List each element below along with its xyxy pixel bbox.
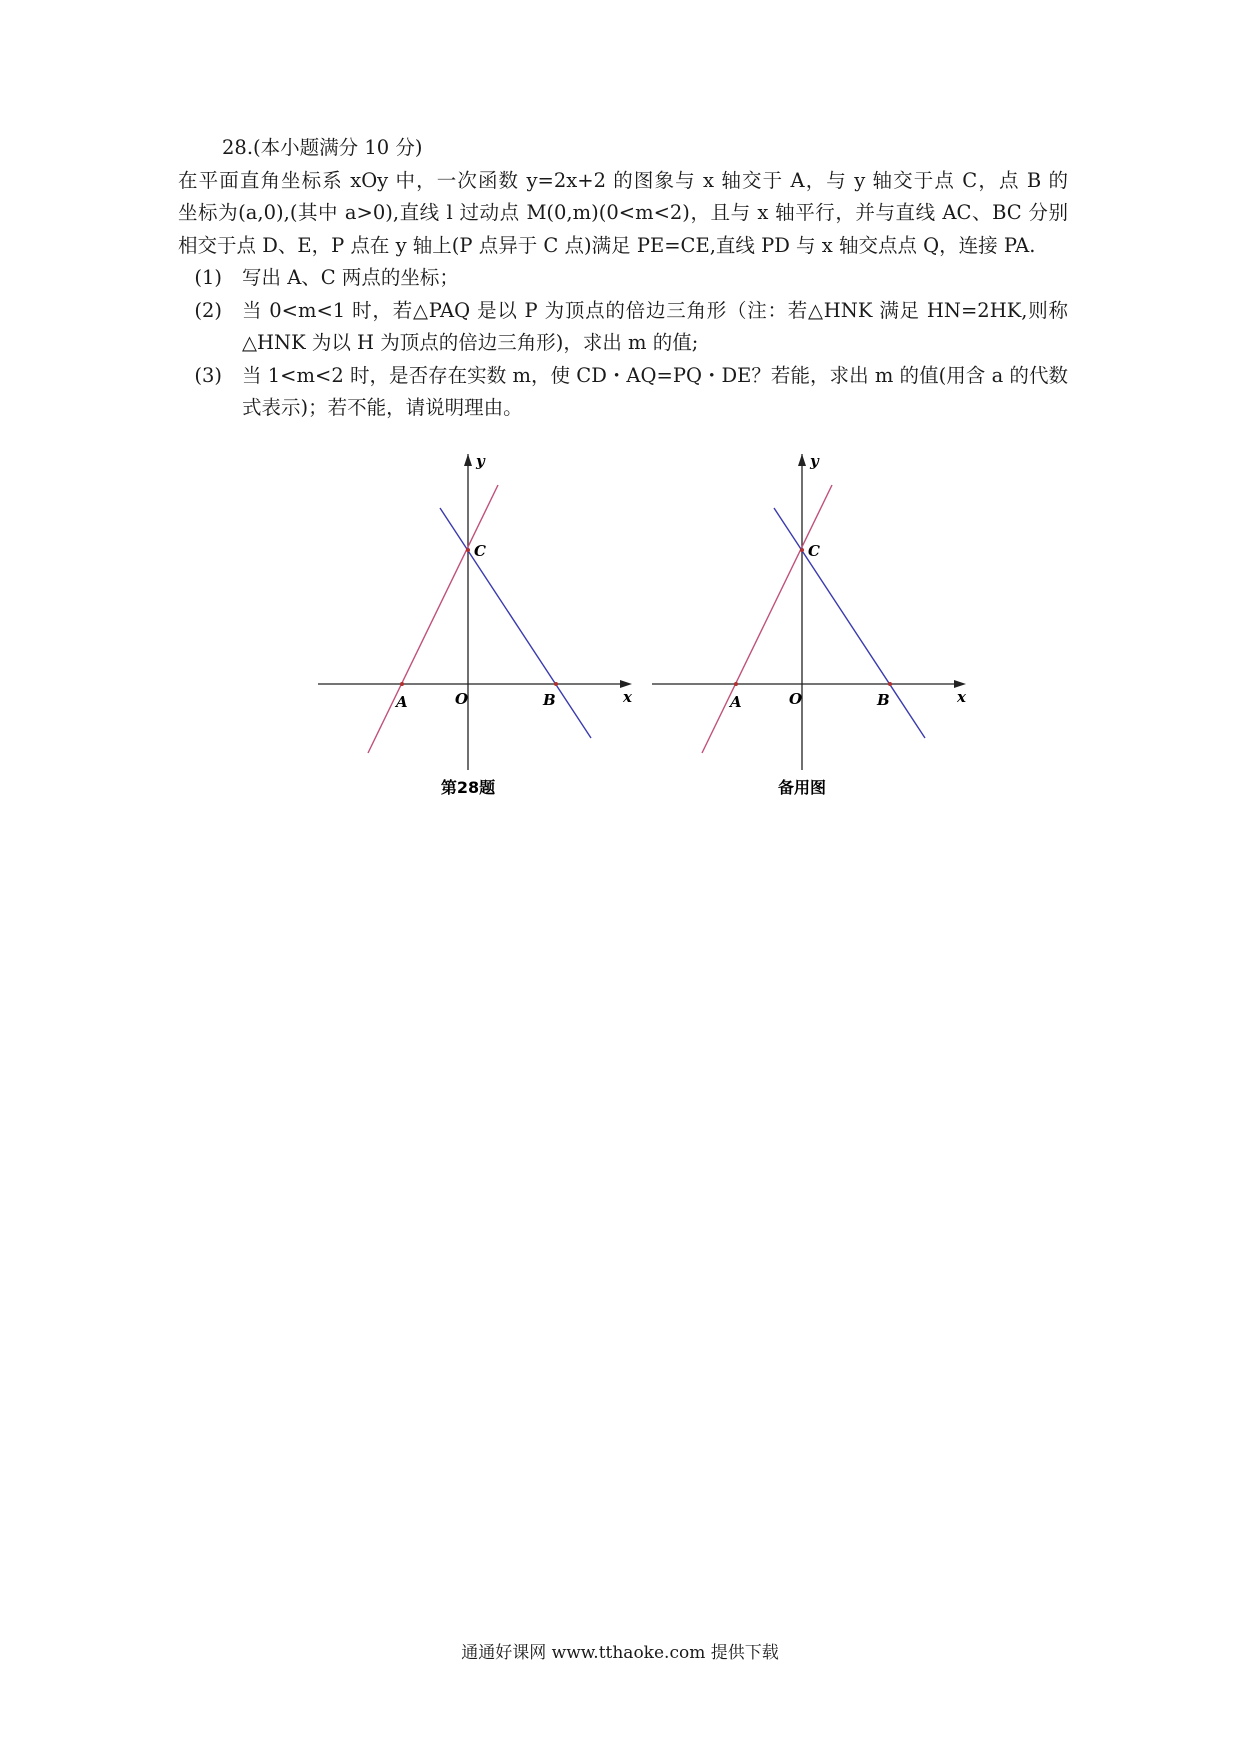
problem-heading: 28.(本小题满分 10 分) xyxy=(222,136,423,159)
label-x: x xyxy=(623,688,632,706)
label-o: O xyxy=(789,690,803,708)
point-b xyxy=(888,682,892,686)
sub-question-text: 当 0<m<1 时，若△PAQ 是以 P 为顶点的倍边三角形（注：若△HNK 满足 HN=2HK,则称 xyxy=(242,298,1068,322)
label-c: C xyxy=(474,542,486,560)
x-axis-arrow xyxy=(620,680,632,688)
point-a xyxy=(734,682,738,686)
sub-question-number: (2) xyxy=(194,298,222,322)
point-c xyxy=(466,548,470,552)
sub-question-text: 式表示)；若不能，请说明理由。 xyxy=(242,396,523,419)
point-a xyxy=(400,682,404,686)
y-axis-arrow xyxy=(464,454,472,466)
label-b: B xyxy=(877,691,890,709)
label-b: B xyxy=(543,691,556,709)
sub-question-number: (3) xyxy=(194,363,222,387)
point-c xyxy=(800,548,804,552)
line-ac xyxy=(368,485,498,753)
point-b xyxy=(554,682,558,686)
problem-block xyxy=(178,132,1068,425)
figure-backup xyxy=(652,440,972,810)
sub-question-1 xyxy=(178,262,1068,295)
problem-intro-line-2: 坐标为(a,0),(其中 a>0),直线 l 过动点 M(0,m)(0<m<2)，且与 x 轴平行，并与直线 AC、BC 分别 xyxy=(178,201,1068,224)
problem-intro-line-1: 在平面直角坐标系 xOy 中，一次函数 y=2x+2 的图象与 x 轴交于 A，与 y 轴交于点 C，点 B 的 xyxy=(178,168,1068,192)
label-x: x xyxy=(957,688,966,706)
x-axis-arrow xyxy=(954,680,966,688)
page-footer: 通通好课网 www.tthaoke.com 提供下载 xyxy=(461,1643,779,1663)
label-a: A xyxy=(396,693,408,711)
sub-question-text: △HNK 为以 H 为顶点的倍边三角形)，求出 m 的值; xyxy=(242,331,699,354)
problem-intro-line-3: 相交于点 D、E，P 点在 y 轴上(P 点异于 C 点)满足 PE=CE,直线 PD 与 x 轴交点点 Q，连接 PA. xyxy=(178,233,1036,257)
figure-caption: 第28题 xyxy=(440,778,496,797)
sub-question-text: 写出 A、C 两点的坐标； xyxy=(242,266,459,289)
label-c: C xyxy=(808,542,820,560)
label-a: A xyxy=(730,693,742,711)
coordinate-diagram xyxy=(318,440,638,810)
figure-main xyxy=(318,440,638,810)
figure-caption: 备用图 xyxy=(777,778,827,797)
coordinate-diagram xyxy=(652,440,972,810)
label-y: y xyxy=(810,452,819,470)
line-ac xyxy=(702,485,832,753)
sub-question-2 xyxy=(178,295,1068,360)
sub-question-3 xyxy=(178,360,1068,425)
label-y: y xyxy=(476,452,485,470)
label-o: O xyxy=(455,690,469,708)
sub-question-text: 当 1<m<2 时，是否存在实数 m，使 CD・AQ=PQ・DE？若能，求出 m 的值(用含 a 的代数 xyxy=(242,363,1068,387)
y-axis-arrow xyxy=(798,454,806,466)
sub-question-number: (1) xyxy=(194,266,222,289)
